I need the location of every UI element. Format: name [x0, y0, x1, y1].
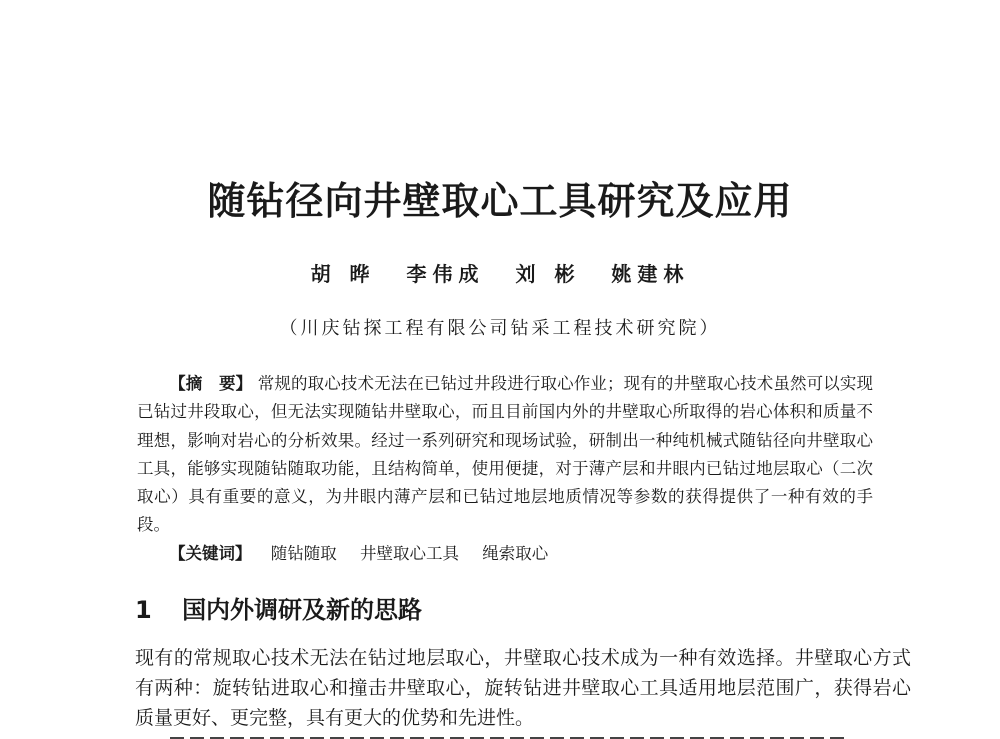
author-name: 胡 晔 [310, 262, 376, 286]
section-number: 1 [135, 596, 152, 624]
body-text: 现有的常规取心技术无法在钻过地层取心，井壁取心技术成为一种有效选择。井壁取心方式有两种：旋转钻进取心和撞击井壁取心，旋转钻进井壁取心工具适用地层范围广，获得岩心质量更好、更完整，具有更大的优势和先进性。 [135, 647, 911, 729]
truncated-next-line [170, 729, 850, 739]
author-name: 李伟成 [406, 262, 485, 286]
affiliation: （川庆钻探工程有限公司钻采工程技术研究院） [279, 318, 721, 339]
abstract-text: 常规的取心技术无法在已钻过井段进行取心作业；现有的井壁取心技术虽然可以实现已钻过井段取心，但无法实现随钻井壁取心，而且目前国内外的井壁取心所取得的岩心体积和质量不理想，影响对岩心的分析效果。经过一系列研究和现场试验，研制出一种纯机械式随钻径向井壁取心工具，能够实现随钻随取功能，且结构简单，使用便捷，对于薄产层和井眼内已钻过地层取心（二次取心）具有重要的意义，为井眼内薄产层和已钻过地层地质情况等参数的获得提供了一种有效的手段。 [137, 374, 874, 535]
author-name: 姚建林 [611, 262, 690, 286]
keyword: 井壁取心工具 [360, 544, 459, 563]
author-list [0, 258, 1000, 287]
paper-title: 随钻径向井壁取心工具研究及应用 [207, 179, 793, 223]
author-name: 刘 彬 [515, 262, 581, 286]
abstract-label: 【摘 要】 [169, 374, 253, 393]
keywords-label: 【关键词】 [169, 544, 252, 563]
abstract [137, 370, 873, 540]
keywords [169, 540, 873, 568]
section-heading [135, 590, 422, 625]
section-title: 国内外调研及新的思路 [182, 596, 423, 624]
keyword: 绳索取心 [482, 544, 549, 563]
body-paragraph [135, 643, 911, 733]
keyword: 随钻随取 [270, 544, 337, 563]
